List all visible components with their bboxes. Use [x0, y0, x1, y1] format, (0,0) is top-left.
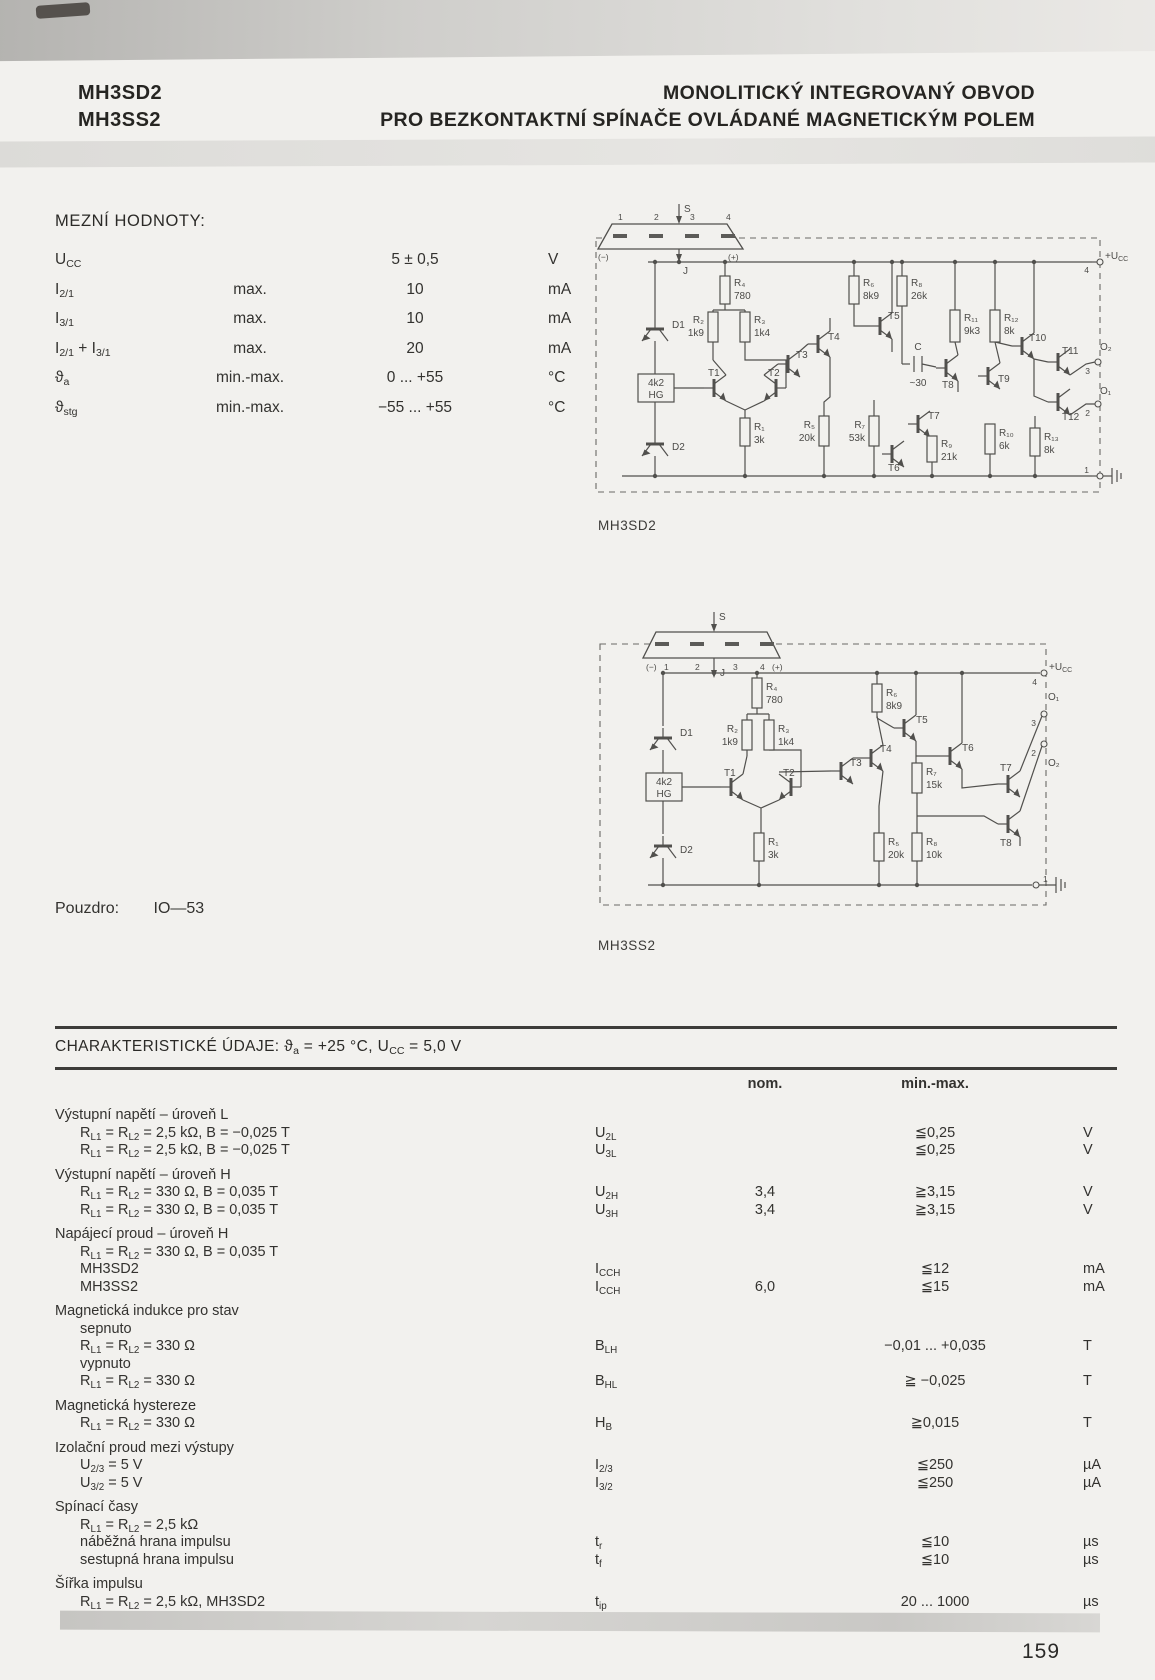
row-minmax: ≧ −0,025: [904, 1373, 966, 1390]
row-condition: $R_{L1} = R_{L2} = 2,5$ kΩ, B = −0,025 T: [80, 1124, 290, 1143]
resistors: [688, 276, 1059, 463]
row-minmax: ≦250: [916, 1474, 954, 1491]
unit: °C: [548, 398, 566, 416]
figure-caption-ss2: MH3SS2: [598, 938, 656, 953]
vcc-pin-number: 4: [1032, 677, 1037, 687]
table-row: [55, 1517, 1117, 1535]
characteristics-table: [55, 1026, 1117, 1611]
row-unit: T: [1083, 1373, 1092, 1390]
part-numbers: [78, 80, 162, 134]
resistor-ref: R₄: [766, 682, 778, 693]
transistor-t4-label: T4: [880, 744, 892, 755]
diode-d1-label: D1: [672, 320, 685, 331]
table-row: [55, 1457, 1117, 1475]
value: 20: [406, 339, 424, 357]
char-group-title: Výstupní napětí – úroveň L: [55, 1107, 229, 1124]
row-symbol: $t_f$: [595, 1551, 602, 1570]
circuit-wires: [648, 673, 1042, 885]
transistor-t2-label: T2: [783, 768, 795, 779]
column-headers: [55, 1076, 1117, 1100]
unit: mA: [548, 339, 572, 357]
transistor-t1-label: T1: [708, 368, 720, 379]
row-minmax: ≧0,015: [910, 1415, 960, 1432]
row-minmax: ≦0,25: [914, 1124, 956, 1141]
condition: max.: [233, 310, 267, 327]
row-symbol: $I_{CCH}$: [595, 1261, 621, 1280]
row-unit: V: [1083, 1142, 1093, 1159]
pin-label: 1: [664, 662, 669, 672]
unit: mA: [548, 280, 572, 298]
value: 5 ± 0,5: [391, 251, 439, 268]
j-label: J: [683, 266, 688, 277]
row-condition: sestupná hrana impulsu: [80, 1551, 234, 1568]
resistor-value: 1k4: [778, 737, 795, 748]
output-o2-label: O₂: [1048, 758, 1060, 769]
row-symbol: $I_{CCH}$: [595, 1278, 621, 1297]
row-minmax: ≧3,15: [914, 1201, 956, 1218]
mh3sd2-schematic: [592, 192, 1137, 507]
resistor-ref: R₉: [941, 439, 953, 450]
pin-label: 1: [618, 212, 623, 222]
limit-values-table: [55, 212, 635, 428]
resistor-ref: R₇: [854, 420, 865, 431]
value: 10: [406, 280, 424, 298]
resistor-ref: R₃: [778, 724, 790, 735]
row-condition: $U_{3/2} = 5$ V: [80, 1474, 143, 1493]
pin-label: 3: [733, 662, 738, 672]
resistor-value: 780: [734, 291, 751, 302]
row-condition: $R_{L1} = R_{L2} = 2,5$ kΩ: [80, 1516, 199, 1535]
transistor-t8-label: T8: [1000, 838, 1012, 849]
diode-d2-label: D2: [672, 442, 685, 453]
row-nom: 6,0: [754, 1278, 776, 1295]
row-nom: 3,4: [754, 1201, 776, 1218]
symbol: $I_{2/1} + I_{3/1}$: [55, 339, 111, 359]
value: 10: [406, 310, 424, 327]
value: 0 ... +55: [386, 369, 444, 386]
capacitor-c: [910, 342, 927, 389]
char-group-title: Výstupní napětí – úroveň H: [55, 1166, 231, 1183]
row-symbol: $U_{3L}$: [595, 1142, 617, 1161]
page-title: [275, 80, 1035, 134]
package-note-value: IO—53: [153, 900, 205, 917]
resistor-ref: R₄: [734, 278, 746, 289]
unit: °C: [548, 369, 566, 386]
row-condition: $R_{L1} = R_{L2} = 330$ Ω, B = 0,035 T: [80, 1201, 279, 1220]
magnet-s-label: S: [684, 204, 691, 215]
resistor-value: 3k: [768, 850, 779, 861]
row-unit: T: [1083, 1415, 1092, 1432]
row-unit: µA: [1083, 1474, 1102, 1491]
row-condition: $R_{L1} = R_{L2} = 330$ Ω, B = 0,035 T: [80, 1184, 279, 1203]
resistor-ref: R₅: [803, 420, 815, 431]
transistor-t3-label: T3: [796, 350, 808, 361]
row-minmax: ≦10: [920, 1551, 950, 1568]
scan-artifact-mid-band: [0, 136, 1155, 167]
resistor-ref: R₁₃: [1044, 432, 1059, 443]
pin-label: 4: [760, 662, 765, 672]
resistor-ref: R₆: [886, 688, 898, 699]
row-minmax: 20 ... 1000: [900, 1593, 970, 1610]
transistor-t1-label: T1: [724, 768, 736, 779]
pin-label: 3: [690, 212, 695, 222]
row-condition: $U_{2/3} = 5$ V: [80, 1457, 143, 1476]
diode-d2-label: D2: [680, 845, 693, 856]
resistor-value: 1k4: [754, 328, 771, 339]
resistors: [722, 678, 943, 861]
char-group-title: Spínací časy: [55, 1499, 139, 1516]
symbol: $I_{3/1}$: [55, 310, 74, 330]
package-symbol: [643, 612, 783, 679]
polarity-minus-label: (−): [598, 252, 609, 262]
table-row: [55, 1415, 1117, 1433]
hall-generator: [646, 773, 682, 801]
table-row: [55, 1142, 1117, 1160]
row-condition: vypnuto: [80, 1355, 131, 1372]
resistor-value: 1k9: [721, 737, 738, 748]
condition: min.-max.: [215, 398, 285, 416]
transistor-t8-label: T8: [942, 380, 954, 391]
row-minmax: ≦10: [920, 1534, 950, 1551]
polarity-minus-label: (−): [646, 662, 657, 672]
resistor-value: 6k: [999, 441, 1010, 452]
char-group-title: Magnetická indukce pro stav: [55, 1303, 239, 1320]
transistor-t3-label: T3: [850, 758, 862, 769]
transistor-t11-label: T11: [1062, 346, 1079, 357]
transistor-t10-label: T10: [1029, 333, 1047, 344]
char-group-title: Šířka impulsu: [55, 1576, 143, 1593]
row-condition: $R_{L1} = R_{L2} = 330$ Ω: [80, 1373, 195, 1392]
row-condition: $R_{L1} = R_{L2} = 330$ Ω, B = 0,035 T: [80, 1243, 279, 1262]
row-minmax: ≦15: [920, 1278, 950, 1295]
row-unit: mA: [1083, 1261, 1105, 1278]
transistor-t2-label: T2: [768, 368, 780, 379]
page-title-line2: PRO BEZKONTAKTNÍ SPÍNAČE OVLÁDANÉ MAGNETICKÝM POLEM: [380, 109, 1035, 131]
table-row: [55, 1475, 1117, 1493]
resistor-ref: R₇: [926, 767, 937, 778]
output-o1-label: O₁: [1048, 692, 1060, 703]
hall-value: 4k2: [647, 378, 665, 389]
characteristics-heading-text: CHARAKTERISTICKÉ ÚDAJE:: [55, 1038, 280, 1055]
row-unit: V: [1083, 1184, 1093, 1201]
resistor-value: 8k9: [863, 291, 880, 302]
table-row: [55, 281, 635, 311]
hall-value: 4k2: [655, 777, 673, 788]
table-row: [55, 369, 635, 399]
row-symbol: $B_{LH}$: [595, 1338, 618, 1357]
resistor-ref: R₈: [926, 837, 938, 848]
output-pin3-number: 3: [1031, 718, 1036, 728]
table-rule-bottom: [55, 1067, 1117, 1070]
row-unit: µs: [1083, 1551, 1099, 1568]
mh3ss2-schematic: [592, 566, 1137, 906]
row-condition: MH3SS2: [80, 1278, 139, 1295]
resistor-ref: R₁₂: [1004, 313, 1019, 324]
transistor-t4-label: T4: [828, 332, 840, 343]
ground-icon: [1103, 468, 1121, 484]
row-minmax: −0,01 ... +0,035: [884, 1338, 986, 1355]
table-row: [55, 1552, 1117, 1570]
part-number-1: MH3SD2: [78, 82, 163, 104]
condition: max.: [233, 280, 267, 298]
part-number-2: MH3SS2: [78, 109, 162, 131]
resistor-ref: R₂: [726, 724, 738, 735]
symbol: $U_{CC}$: [55, 251, 82, 271]
gnd-pin-number: 1: [1043, 874, 1048, 884]
gnd-pin-number: 1: [1084, 465, 1089, 475]
transistor-t6-label: T6: [888, 463, 900, 474]
resistor-value: 20k: [888, 850, 905, 861]
column-header-nom: nom.: [747, 1076, 783, 1093]
resistor-ref: R₅: [888, 837, 900, 848]
output-pin2-number: 2: [1031, 748, 1036, 758]
output-o2-label: O₂: [1100, 342, 1112, 353]
resistor-value: 9k3: [964, 326, 981, 337]
resistor-ref: R₁: [768, 837, 779, 848]
table-row: [55, 399, 635, 429]
capacitor-value: ~30: [909, 378, 927, 389]
column-header-minmax: min.-max.: [901, 1076, 969, 1093]
ic-boundary-dashed-box: [596, 238, 1100, 492]
resistor-value: 8k: [1044, 445, 1055, 456]
limit-values-heading: MEZNÍ HODNOTY:: [55, 212, 206, 230]
transistor-t7-label: T7: [1000, 763, 1012, 774]
resistor-ref: R₃: [754, 315, 766, 326]
row-minmax: ≦0,25: [914, 1142, 956, 1159]
magnet-s-label: S: [719, 612, 726, 623]
table-row: [55, 1202, 1117, 1220]
transistor-t7-label: T7: [928, 411, 940, 422]
table-row: [55, 1125, 1117, 1143]
resistor-value: 10k: [926, 850, 943, 861]
resistor-value: 53k: [848, 433, 865, 444]
hall-label: HG: [656, 789, 672, 800]
table-row: [55, 310, 635, 340]
transistor-t9-label: T9: [998, 374, 1010, 385]
table-row: [55, 1321, 1117, 1339]
characteristics-heading: [55, 1029, 1117, 1067]
pin-label: 4: [726, 212, 731, 222]
resistor-value: 780: [766, 695, 783, 706]
external-pins: [1031, 662, 1072, 893]
value: −55 ... +55: [377, 398, 453, 416]
table-row: [55, 1244, 1117, 1262]
row-condition: $R_{L1} = R_{L2} = 2,5$ kΩ, MH3SD2: [80, 1593, 266, 1612]
row-symbol: $U_{2H}$: [595, 1184, 619, 1203]
row-nom: 3,4: [754, 1184, 776, 1201]
unit: mA: [548, 310, 572, 327]
page-number: 159: [1022, 1640, 1061, 1663]
resistor-value: 15k: [926, 780, 943, 791]
resistor-ref: R₆: [863, 278, 875, 289]
row-condition: $R_{L1} = R_{L2} = 2,5$ kΩ, B = −0,025 T: [80, 1142, 290, 1161]
characteristics-conditions: $ϑ_a = +25$ °C, $U_{CC} = 5,0$ V: [284, 1038, 462, 1058]
table-row: [55, 1356, 1117, 1374]
table-row: [55, 1261, 1117, 1279]
resistor-ref: R₁₀: [999, 428, 1014, 439]
table-row: [55, 1373, 1117, 1391]
resistor-value: 8k9: [886, 701, 903, 712]
pin-label: 2: [654, 212, 659, 222]
page-title-line1: MONOLITICKÝ INTEGROVANÝ OBVOD: [663, 82, 1035, 104]
row-unit: V: [1083, 1201, 1093, 1218]
transistor-t5-label: T5: [916, 715, 928, 726]
package-note-label: Pouzdro:: [55, 900, 120, 917]
row-symbol: $B_{HL}$: [595, 1373, 618, 1392]
row-symbol: $H_B$: [595, 1415, 613, 1434]
row-unit: µs: [1083, 1534, 1099, 1551]
resistor-value: 20k: [798, 433, 815, 444]
char-group-title: Izolační proud mezi výstupy: [55, 1439, 234, 1456]
row-symbol: $I_{2/3}$: [595, 1457, 613, 1476]
symbol: $ϑ_{stg}$: [55, 398, 78, 418]
resistor-value: 1k9: [687, 328, 704, 339]
row-symbol: $t_{ip}$: [595, 1593, 607, 1612]
resistor-value: 3k: [754, 435, 765, 446]
table-row: [55, 251, 635, 281]
table-row: [55, 1184, 1117, 1202]
diode-d1-label: D1: [680, 728, 693, 739]
table-row: [55, 1338, 1117, 1356]
scan-artifact-top-band: [0, 0, 1155, 61]
row-condition: sepnuto: [80, 1320, 132, 1337]
table-row: [55, 1279, 1117, 1297]
row-symbol: $U_{3H}$: [595, 1201, 619, 1220]
transistor-t5-label: T5: [888, 311, 900, 322]
resistor-value: 21k: [941, 452, 958, 463]
table-row: [55, 1534, 1117, 1552]
row-unit: µA: [1083, 1457, 1102, 1474]
vcc-pin-number: 4: [1084, 265, 1089, 275]
row-condition: $R_{L1} = R_{L2} = 330$ Ω: [80, 1338, 195, 1357]
char-group-title: Napájecí proud – úroveň H: [55, 1226, 229, 1243]
resistor-value: 26k: [911, 291, 928, 302]
transistor-t12-label: T12: [1062, 412, 1080, 423]
unit: V: [548, 251, 559, 268]
resistor-ref: R₂: [692, 315, 704, 326]
condition: min.-max.: [215, 369, 285, 386]
output-pin2-number: 2: [1085, 408, 1090, 418]
pin-label: 2: [695, 662, 700, 672]
external-pins: [1084, 251, 1128, 484]
resistor-ref: R₈: [911, 278, 923, 289]
symbol: $ϑ_a$: [55, 369, 70, 389]
vcc-label: $+U_{CC}$: [1049, 662, 1073, 674]
row-unit: µs: [1083, 1593, 1099, 1610]
vcc-label: $+U_{CC}$: [1105, 251, 1129, 263]
package-symbol: [598, 204, 743, 277]
resistor-ref: R₁₁: [964, 313, 978, 324]
table-row: [55, 340, 635, 370]
package-note: [55, 900, 204, 918]
row-unit: mA: [1083, 1278, 1105, 1295]
transistor-t6-label: T6: [962, 743, 974, 754]
polarity-plus-label: (+): [772, 662, 783, 672]
row-minmax: ≦12: [920, 1261, 950, 1278]
output-pin3-number: 3: [1085, 366, 1090, 376]
figure-caption-sd2: MH3SD2: [598, 518, 657, 533]
polarity-plus-label: (+): [728, 252, 739, 262]
row-minmax: ≦250: [916, 1457, 954, 1474]
output-o1-label: O₁: [1100, 386, 1112, 397]
j-label: J: [720, 668, 725, 679]
row-condition: $R_{L1} = R_{L2} = 330$ Ω: [80, 1415, 195, 1434]
row-symbol: $I_{3/2}$: [595, 1474, 613, 1493]
condition: max.: [233, 339, 267, 357]
resistor-ref: R₁: [754, 422, 765, 433]
row-condition: náběžná hrana impulsu: [80, 1534, 231, 1551]
capacitor-name: C: [914, 342, 922, 353]
row-unit: T: [1083, 1338, 1092, 1355]
resistor-value: 8k: [1004, 326, 1015, 337]
row-minmax: ≧3,15: [914, 1184, 956, 1201]
hall-generator: [638, 374, 674, 402]
row-condition: MH3SD2: [80, 1261, 139, 1278]
symbol: $I_{2/1}$: [55, 280, 74, 300]
row-symbol: $U_{2L}$: [595, 1124, 617, 1143]
hall-label: HG: [648, 390, 664, 401]
row-unit: V: [1083, 1124, 1093, 1141]
table-row: [55, 1594, 1117, 1612]
char-group-title: Magnetická hystereze: [55, 1397, 197, 1414]
row-symbol: $t_r$: [595, 1534, 603, 1553]
